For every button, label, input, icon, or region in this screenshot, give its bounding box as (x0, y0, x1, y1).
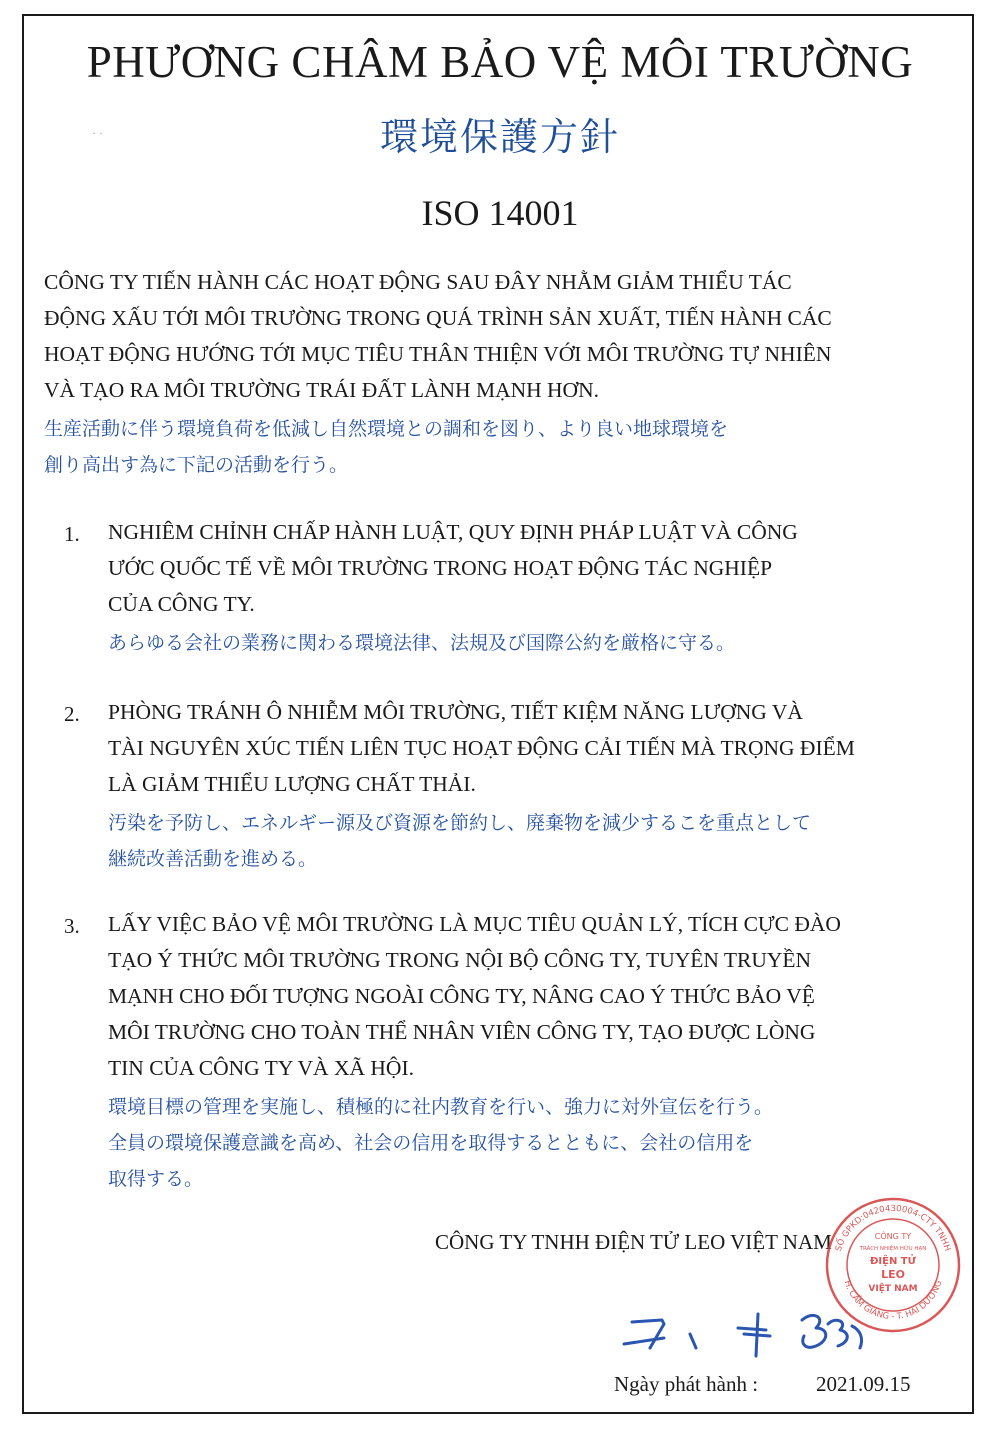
intro-jp-line: 創り高出す為に下記の活動を行う。 (44, 454, 349, 476)
item-3-vi-line: TIN CỦA CÔNG TY VÀ XÃ HỘI. (108, 1056, 414, 1080)
intro-vi-line: HOẠT ĐỘNG HƯỚNG TỚI MỤC TIÊU THÂN THIỆN VỚI MÔI TRƯỜNG TỰ NHIÊN (44, 342, 832, 366)
item-2-vi-line: LÀ GIẢM THIỂU LƯỢNG CHẤT THẢI. (108, 772, 476, 796)
item-2-vi-line: TÀI NGUYÊN XÚC TIẾN LIÊN TỤC HOẠT ĐỘNG CẢI TIẾN MÀ TRỌNG ĐIỂM (108, 736, 855, 760)
item-3-vi-line: MÔI TRƯỜNG CHO TOÀN THỂ NHÂN VIÊN CÔNG TY, TẠO ĐƯỢC LÒNG (108, 1020, 816, 1044)
intro-vi-line: ĐỘNG XẤU TỚI MÔI TRƯỜNG TRONG QUÁ TRÌNH SẢN XUẤT, TIẾN HÀNH CÁC (44, 306, 832, 330)
item-1-vi-line: NGHIÊM CHỈNH CHẤP HÀNH LUẬT, QUY ĐỊNH PHÁP LUẬT VÀ CÔNG (108, 520, 798, 544)
issue-date-label: Ngày phát hành : (614, 1372, 759, 1396)
seal-ring-text: SỐ GPKD:0420430004-CTY TNHH (833, 1203, 953, 1253)
item-1-jp-line: あらゆる会社の業務に関わる環境法律、法規及び国際公約を厳格に守る。 (108, 632, 736, 654)
item-number: 2. (64, 702, 80, 726)
item-3-jp-line: 取得する。 (108, 1168, 204, 1190)
intro-vi-line: VÀ TẠO RA MÔI TRƯỜNG TRÁI ĐẤT LÀNH MẠNH HƠN. (44, 378, 599, 402)
intro-jp-line: 生産活動に伴う環境負荷を低減し自然環境との調和を図り、より良い地球環境を (44, 418, 729, 440)
seal-line: LEO (881, 1268, 905, 1281)
item-number: 3. (64, 914, 80, 938)
item-3-vi-line: MẠNH CHO ĐỐI TƯỢNG NGOÀI CÔNG TY, NÂNG CAO Ý THỨC BẢO VỆ (108, 984, 815, 1008)
item-1-vi-line: CỦA CÔNG TY. (108, 592, 255, 616)
item-2-vi-line: PHÒNG TRÁNH Ô NHIỄM MÔI TRƯỜNG, TIẾT KIỆM NĂNG LƯỢNG VÀ (108, 700, 803, 724)
item-number: 1. (64, 522, 80, 546)
item-3-vi-line: LẤY VIỆC BẢO VỆ MÔI TRƯỜNG LÀ MỤC TIÊU QUẢN LÝ, TÍCH CỰC ĐÀO (108, 912, 841, 936)
scan-speck: · · (92, 126, 103, 140)
item-3-vi-line: TẠO Ý THỨC MÔI TRƯỜNG TRONG NỘI BỘ CÔNG TY, TUYÊN TRUYỀN (108, 948, 812, 972)
title-japanese: 環境保護方針 (379, 115, 620, 159)
iso-standard: ISO 14001 (421, 193, 579, 233)
item-2-jp-line: 継続改善活動を進める。 (108, 848, 318, 870)
handwritten-signature (620, 1300, 880, 1370)
seal-line: ĐIỆN TỬ (870, 1256, 916, 1267)
item-3-jp-line: 全員の環境保護意識を高め、社会の信用を取得するとともに、会社の信用を (108, 1132, 754, 1154)
company-name: CÔNG TY TNHH ĐIỆN TỬ LEO VIỆT NAM (435, 1230, 832, 1254)
item-1-vi-line: ƯỚC QUỐC TẾ VỀ MÔI TRƯỜNG TRONG HOẠT ĐỘNG TÁC NGHIỆP (108, 556, 773, 580)
seal-line: CÔNG TY (874, 1232, 912, 1241)
seal-bottom-text: H. CẨM GIÀNG - T. HẢI DƯƠNG (841, 1279, 945, 1322)
intro-vi-line: CÔNG TY TIẾN HÀNH CÁC HOẠT ĐỘNG SAU ĐÂY NHẰM GIẢM THIỂU TÁC (44, 270, 792, 294)
seal-line: TRÁCH NHIỆM HỮU HẠN (859, 1246, 927, 1252)
seal-line: VIỆT NAM (868, 1284, 918, 1294)
title-vietnamese: PHƯƠNG CHÂM BẢO VỆ MÔI TRƯỜNG (86, 37, 914, 87)
item-2-jp-line: 汚染を予防し、エネルギー源及び資源を節約し、廃棄物を減少するこを重点として (108, 812, 812, 834)
issue-date-value: 2021.09.15 (816, 1372, 911, 1396)
item-3-jp-line: 環境目標の管理を実施し、積極的に社内教育を行い、強力に対外宣伝を行う。 (108, 1096, 774, 1118)
